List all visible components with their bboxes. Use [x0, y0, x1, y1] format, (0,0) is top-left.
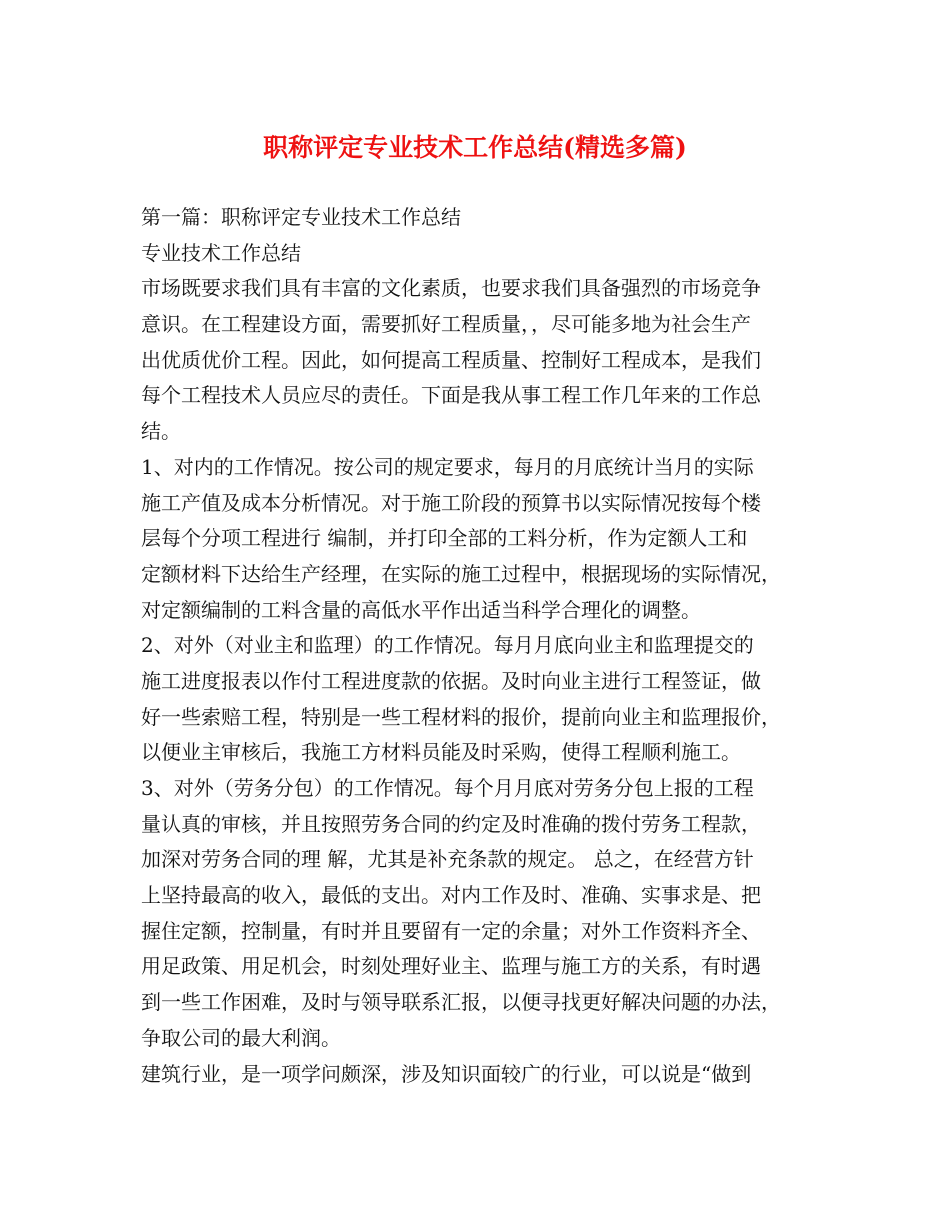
body-line: 争取公司的最大利润。 — [141, 1025, 341, 1050]
body-line: 结。 — [141, 419, 181, 444]
body-line: 上坚持最高的收入，最低的支出。对内工作及时、准确、实事求是、把 — [141, 883, 761, 908]
body-line: 以便业主审核后，我施工方材料员能及时采购，使得工程顺利施工。 — [141, 740, 741, 765]
body-line: 意识。在工程建设方面，需要抓好工程质量，，尽可能多地为社会生产 — [141, 312, 751, 337]
body-line: 用足政策、用足机会，时刻处理好业主、监理与施工方的关系，有时遇 — [141, 954, 761, 979]
body-line: 施工产值及成本分析情况。对于施工阶段的预算书以实际情况按每个楼 — [141, 490, 761, 515]
document-title: 职称评定专业技术工作总结(精选多篇) — [263, 133, 687, 162]
body-line: 2、对外（对业主和监理）的工作情况。每月月底向业主和监理提交的 — [141, 633, 754, 658]
body-line: 对定额编制的工料含量的高低水平作出适当科学合理化的调整。 — [141, 597, 701, 622]
body-line: 到一些工作困难，及时与领导联系汇报，以便寻找更好解决问题的办法， — [141, 990, 781, 1015]
body-line: 施工进度报表以作付工程进度款的依据。及时向业主进行工程签证，做 — [141, 668, 761, 693]
body-line: 握住定额，控制量，有时并且要留有一定的余量；对外工作资料齐全、 — [141, 918, 761, 943]
body-line: 量认真的审核，并且按照劳务合同的约定及时准确的拨付劳务工程款， — [141, 811, 761, 836]
body-line: 层每个分项工程进行 编制，并打印全部的工料分析，作为定额人工和 — [141, 526, 748, 551]
body-line: 定额材料下达给生产经理，在实际的施工过程中，根据现场的实际情况， — [141, 561, 781, 586]
body-line: 每个工程技术人员应尽的责任。下面是我从事工程工作几年来的工作总 — [141, 383, 761, 408]
body-line: 市场既要求我们具有丰富的文化素质，也要求我们具备强烈的市场竞争 — [141, 276, 761, 301]
body-line: 加深对劳务合同的理 解，尤其是补充条款的规定。 总之，在经营方针 — [141, 847, 754, 872]
body-line: 好一些索赔工程，特别是一些工程材料的报价，提前向业主和监理报价， — [141, 704, 781, 729]
body-line: 建筑行业，是一项学问颇深，涉及知识面较广的行业，可以说是“做到 — [141, 1061, 752, 1086]
document-body — [141, 200, 831, 1092]
body-line: 专业技术工作总结 — [141, 240, 301, 265]
body-line: 第一篇：职称评定专业技术工作总结 — [141, 205, 461, 229]
body-line: 3、对外（劳务分包）的工作情况。每个月月底对劳务分包上报的工程 — [141, 776, 754, 800]
body-line: 1、对内的工作情况。按公司的规定要求，每月的月底统计当月的实际 — [141, 454, 754, 479]
body-line: 出优质优价工程。因此，如何提高工程质量、控制好工程成本，是我们 — [141, 347, 761, 372]
